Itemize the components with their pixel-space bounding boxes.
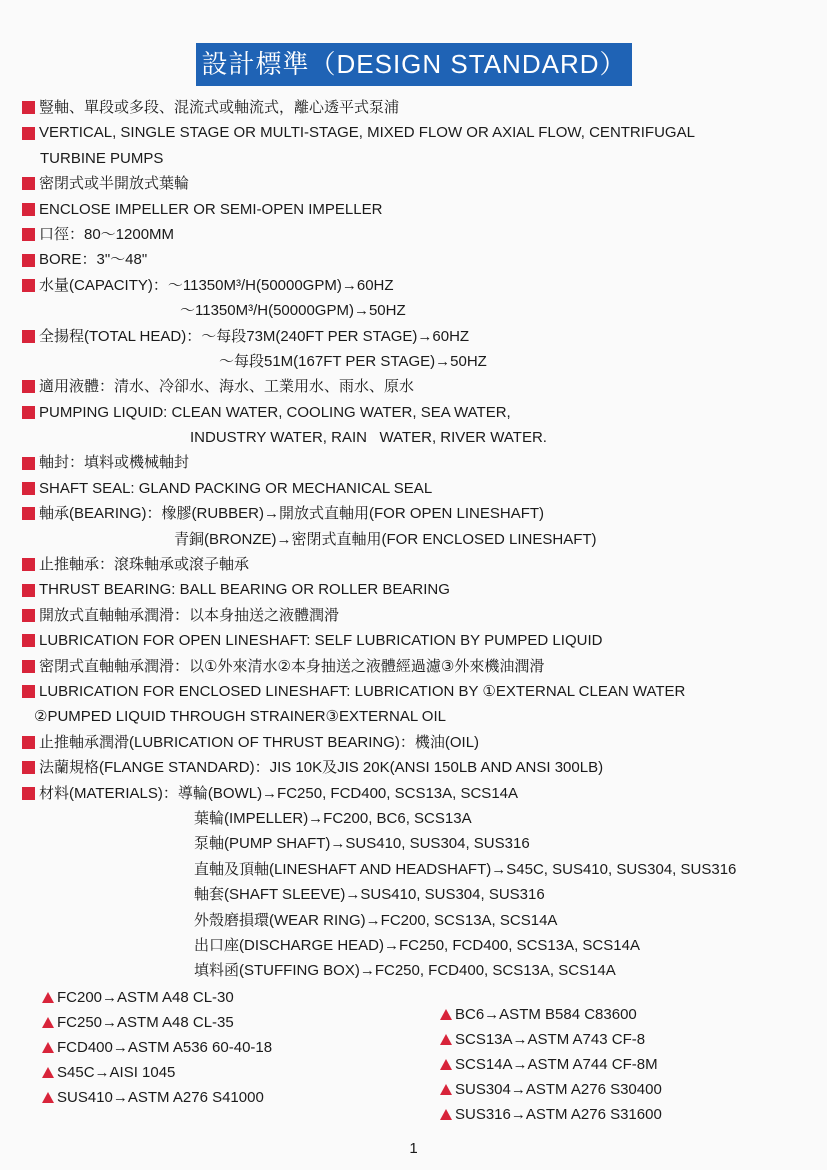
spec-text: 軸套(SHAFT SLEEVE)→SUS410, SUS304, SUS316 xyxy=(194,886,545,904)
square-bullet-icon xyxy=(22,507,35,520)
spec-text: ②PUMPED LIQUID THROUGH STRAINER③EXTERNAL OIL xyxy=(34,708,446,726)
material-equivalents-right xyxy=(440,1002,662,1127)
square-bullet-icon xyxy=(22,736,35,749)
spec-line xyxy=(22,95,822,120)
spec-text: 填料函(STUFFING BOX)→FC250, FCD400, SCS13A, SCS14A xyxy=(194,962,616,980)
square-bullet-icon xyxy=(22,279,35,292)
material-equivalent-item xyxy=(42,1035,272,1060)
spec-text: 出口座(DISCHARGE HEAD)→FC250, FCD400, SCS13A, SCS14A xyxy=(194,936,640,954)
square-bullet-icon xyxy=(22,609,35,622)
square-bullet-icon xyxy=(22,787,35,800)
material-equivalent-item xyxy=(440,1027,662,1052)
square-bullet-icon xyxy=(22,558,35,571)
material-equivalent-text: S45C→AISI 1045 xyxy=(57,1064,176,1081)
square-bullet-icon xyxy=(22,761,35,774)
spec-text: 葉輪(IMPELLER)→FC200, BC6, SCS13A xyxy=(194,809,472,827)
spec-line xyxy=(22,552,822,577)
material-equivalent-item xyxy=(42,1060,272,1085)
spec-line xyxy=(22,171,822,196)
material-equivalent-text: FC250→ASTM A48 CL-35 xyxy=(57,1014,234,1031)
spec-line xyxy=(22,831,822,856)
material-equivalent-text: FC200→ASTM A48 CL-30 xyxy=(57,989,234,1006)
spec-text: 泵軸(PUMP SHAFT)→SUS410, SUS304, SUS316 xyxy=(194,835,530,853)
spec-text: 止推軸承：滾珠軸承或滾子軸承 xyxy=(39,556,250,574)
square-bullet-icon xyxy=(22,101,35,114)
spec-text: BORE：3"～48" xyxy=(39,251,148,269)
spec-text: 材料(MATERIALS)：導輪(BOWL)→FC250, FCD400, SCS13A, SCS14A xyxy=(39,784,519,802)
square-bullet-icon xyxy=(22,634,35,647)
spec-line xyxy=(22,603,822,628)
spec-line xyxy=(22,755,822,780)
material-equivalent-item xyxy=(440,1052,662,1077)
spec-text: THRUST BEARING: BALL BEARING OR ROLLER BEARING xyxy=(39,581,450,599)
page-title: 設計標準（DESIGN STANDARD） xyxy=(196,43,632,86)
square-bullet-icon xyxy=(22,482,35,495)
spec-text: INDUSTRY WATER, RAIN WATER, RIVER WATER. xyxy=(190,429,547,447)
spec-text: VERTICAL, SINGLE STAGE OR MULTI-STAGE, MIXED FLOW OR AXIAL FLOW, CENTRIFUGAL xyxy=(39,124,695,142)
spec-text: 全揚程(TOTAL HEAD)：～每段73M(240FT PER STAGE)→60HZ xyxy=(39,327,470,345)
triangle-bullet-icon xyxy=(42,1017,54,1028)
material-equivalent-text: FCD400→ASTM A536 60-40-18 xyxy=(57,1039,273,1056)
spec-line xyxy=(22,222,822,247)
spec-line xyxy=(22,324,822,349)
spec-line xyxy=(22,476,822,501)
material-equivalents-left xyxy=(42,985,272,1110)
square-bullet-icon xyxy=(22,330,35,343)
spec-list xyxy=(22,95,822,984)
triangle-bullet-icon xyxy=(440,1109,452,1120)
spec-text: 青銅(BRONZE)→密閉式直軸用(FOR ENCLOSED LINESHAFT) xyxy=(174,530,597,548)
spec-text: 外殼磨損環(WEAR RING)→FC200, SCS13A, SCS14A xyxy=(194,911,558,929)
spec-text: ～每段51M(167FT PER STAGE)→50HZ xyxy=(219,352,487,370)
spec-text: 法蘭規格(FLANGE STANDARD)：JIS 10K及JIS 20K(ANSI 150LB AND ANSI 300LB) xyxy=(39,759,604,777)
triangle-bullet-icon xyxy=(42,1042,54,1053)
spec-line xyxy=(22,400,822,425)
material-equivalent-text: SUS316→ASTM A276 S31600 xyxy=(455,1106,662,1123)
spec-line xyxy=(22,730,822,755)
spec-text: TURBINE PUMPS xyxy=(40,149,164,167)
spec-line xyxy=(22,577,822,602)
triangle-bullet-icon xyxy=(42,992,54,1003)
material-equivalent-text: SUS304→ASTM A276 S30400 xyxy=(455,1081,662,1098)
square-bullet-icon xyxy=(22,660,35,673)
spec-line xyxy=(22,247,822,272)
square-bullet-icon xyxy=(22,685,35,698)
spec-line xyxy=(22,146,822,171)
triangle-bullet-icon xyxy=(440,1059,452,1070)
spec-line xyxy=(22,450,822,475)
material-equivalent-item xyxy=(42,1085,272,1110)
square-bullet-icon xyxy=(22,127,35,140)
spec-line xyxy=(22,882,822,907)
square-bullet-icon xyxy=(22,228,35,241)
spec-line xyxy=(22,298,822,323)
spec-text: 豎軸、單段或多段、混流式或軸流式，離心透平式泵浦 xyxy=(39,99,400,116)
spec-line xyxy=(22,679,822,704)
spec-line xyxy=(22,273,822,298)
triangle-bullet-icon xyxy=(440,1009,452,1020)
material-equivalent-text: SCS14A→ASTM A744 CF-8M xyxy=(455,1056,658,1073)
spec-text: 水量(CAPACITY)：～11350M³/H(50000GPM)→60HZ xyxy=(39,276,394,294)
spec-line xyxy=(22,120,822,145)
spec-text: 密閉式直軸軸承潤滑：以①外來清水②本身抽送之液體經過濾③外來機油潤滑 xyxy=(39,657,545,675)
spec-line xyxy=(22,628,822,653)
square-bullet-icon xyxy=(22,380,35,393)
material-equivalent-item xyxy=(440,1102,662,1127)
spec-text: 密閉式或半開放式葉輪 xyxy=(39,175,190,193)
material-equivalent-item xyxy=(42,1010,272,1035)
material-equivalent-item xyxy=(440,1077,662,1102)
spec-text: LUBRICATION FOR OPEN LINESHAFT: SELF LUBRICATION BY PUMPED LIQUID xyxy=(39,632,603,650)
spec-line xyxy=(22,527,822,552)
spec-text: ～11350M³/H(50000GPM)→50HZ xyxy=(180,302,406,320)
spec-line xyxy=(22,857,822,882)
spec-line xyxy=(22,501,822,526)
triangle-bullet-icon xyxy=(42,1067,54,1078)
spec-line xyxy=(22,197,822,222)
spec-line xyxy=(22,374,822,399)
spec-text: SHAFT SEAL: GLAND PACKING OR MECHANICAL SEAL xyxy=(39,479,433,497)
triangle-bullet-icon xyxy=(42,1092,54,1103)
spec-text: 止推軸承潤滑(LUBRICATION OF THRUST BEARING)：機油(OIL) xyxy=(39,733,480,751)
spec-text: PUMPING LIQUID: CLEAN WATER, COOLING WATER, SEA WATER, xyxy=(39,403,511,421)
spec-text: 適用液體：清水、冷卻水、海水、工業用水、雨水、原水 xyxy=(39,378,415,396)
square-bullet-icon xyxy=(22,177,35,190)
spec-line xyxy=(22,908,822,933)
square-bullet-icon xyxy=(22,254,35,267)
material-equivalent-text: BC6→ASTM B584 C83600 xyxy=(455,1006,637,1023)
triangle-bullet-icon xyxy=(440,1034,452,1045)
spec-text: 軸封：填料或機械軸封 xyxy=(39,454,190,472)
spec-text: ENCLOSE IMPELLER OR SEMI-OPEN IMPELLER xyxy=(39,200,383,218)
spec-text: 口徑：80～1200MM xyxy=(39,225,175,243)
spec-text: LUBRICATION FOR ENCLOSED LINESHAFT: LUBRICATION BY ①EXTERNAL CLEAN WATER xyxy=(39,682,686,700)
square-bullet-icon xyxy=(22,457,35,470)
square-bullet-icon xyxy=(22,203,35,216)
square-bullet-icon xyxy=(22,584,35,597)
spec-line xyxy=(22,425,822,450)
material-equivalent-item xyxy=(440,1002,662,1027)
spec-text: 直軸及頂軸(LINESHAFT AND HEADSHAFT)→S45C, SUS410, SUS304, SUS316 xyxy=(194,860,737,878)
page-number: 1 xyxy=(409,1140,418,1157)
spec-line xyxy=(22,654,822,679)
triangle-bullet-icon xyxy=(440,1084,452,1095)
spec-line xyxy=(22,781,822,806)
material-equivalent-item xyxy=(42,985,272,1010)
spec-line xyxy=(22,704,822,729)
material-equivalent-text: SUS410→ASTM A276 S41000 xyxy=(57,1089,264,1106)
spec-line xyxy=(22,349,822,374)
spec-line xyxy=(22,806,822,831)
spec-text: 開放式直軸軸承潤滑：以本身抽送之液體潤滑 xyxy=(39,606,340,624)
material-equivalent-text: SCS13A→ASTM A743 CF-8 xyxy=(455,1031,646,1048)
square-bullet-icon xyxy=(22,406,35,419)
spec-line xyxy=(22,958,822,983)
spec-text: 軸承(BEARING)：橡膠(RUBBER)→開放式直軸用(FOR OPEN LINESHAFT) xyxy=(39,505,545,523)
spec-line xyxy=(22,933,822,958)
